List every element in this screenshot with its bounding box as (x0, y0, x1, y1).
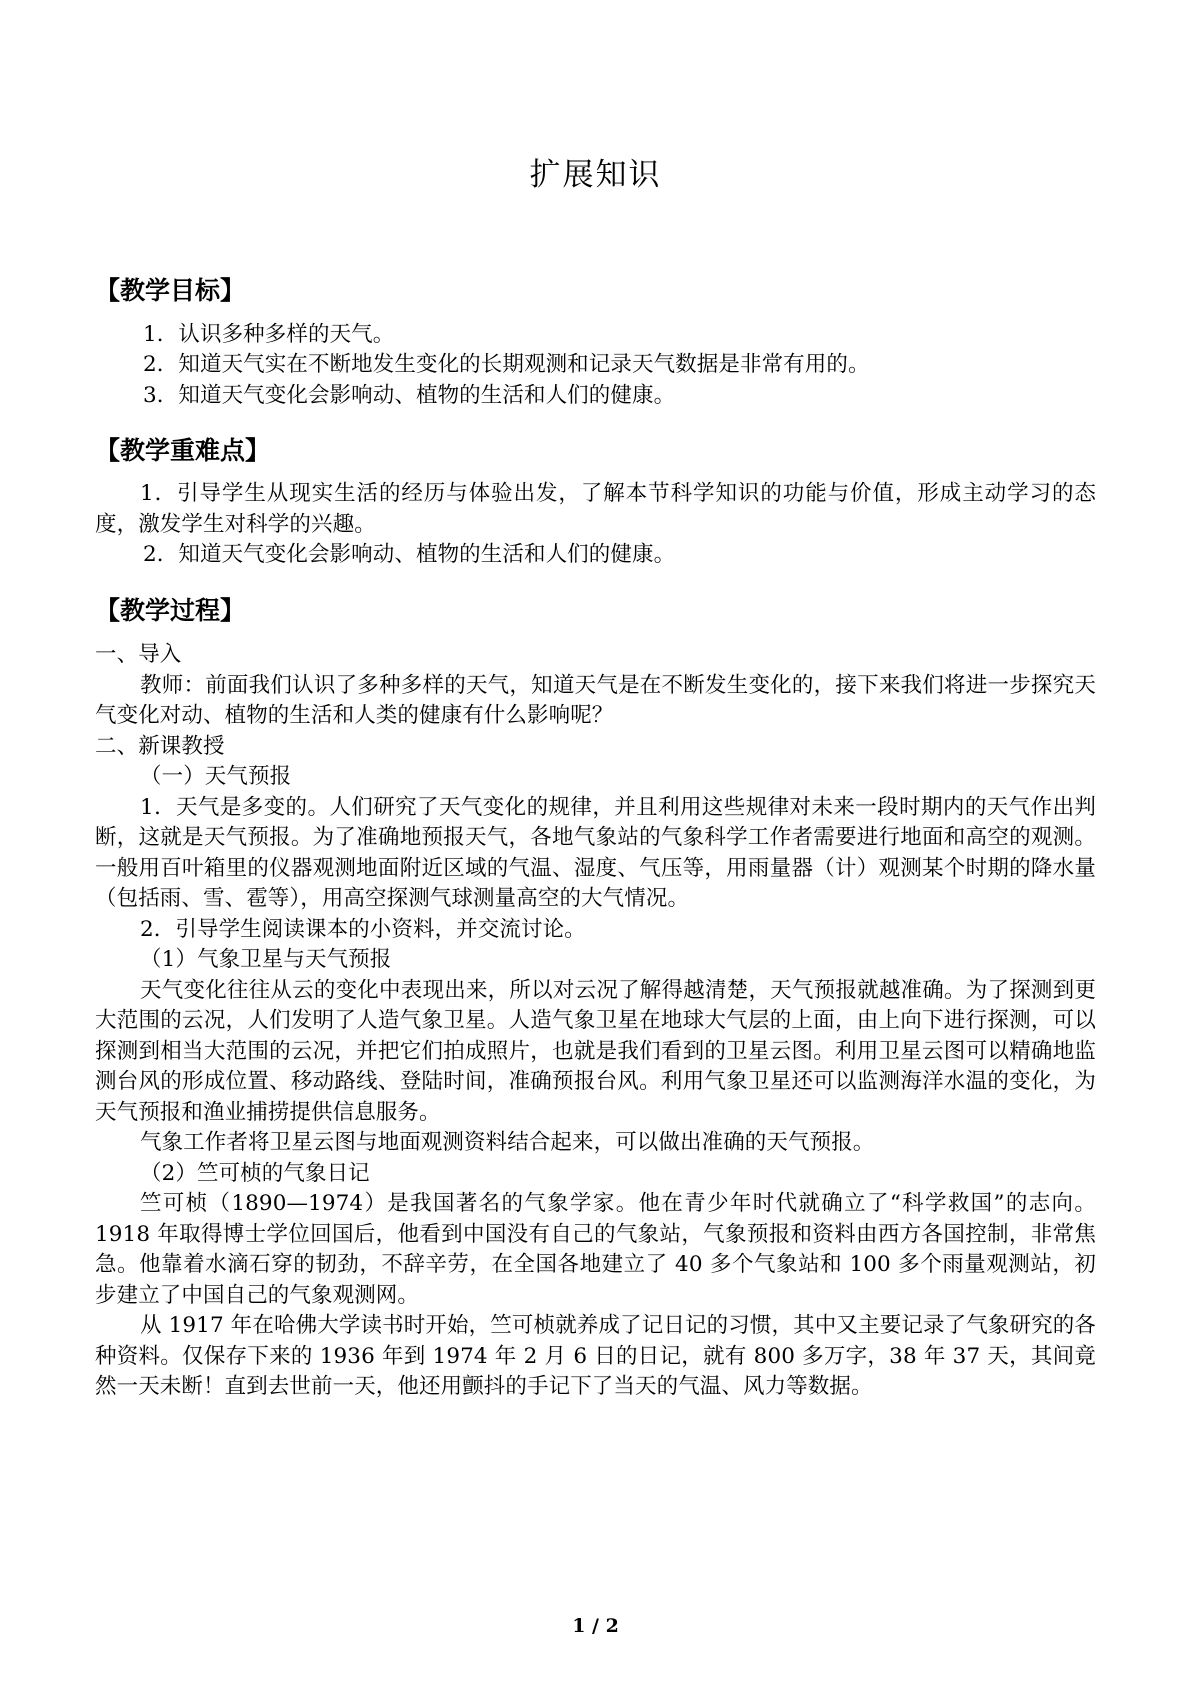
list-item: 3．知道天气变化会影响动、植物的生活和人们的健康。 (143, 382, 676, 408)
section-heading-teaching-goals: 【教学目标】 (95, 276, 246, 306)
process-sub-item-1-para2: 气象工作者将卫星云图与地面观测资料结合起来，可以做出准确的天气预报。 (140, 1130, 875, 1156)
process-sub-item-1-para1: 天气变化往往从云的变化中表现出来，所以对云况了解得越清楚，天气预报就越准确。为了探测到更大范围的云况，人们发明了人造气象卫星。人造气象卫星在地球大气层的上面，由上向下进行探测，可以探测到相当大范围的云况，并把它们拍成照片，也就是我们看到的卫星云图。利用卫星云图可以精确地监测台风的形成位置、移动路线、登陆时间，准确预报台风。利用气象卫星还可以监测海洋水温的变化，为天气预报和渔业捕捞提供信息服务。 (95, 977, 1096, 1125)
page-number-footer: 1 / 2 (572, 1615, 619, 1637)
list-item: 2．知道天气实在不断地发生变化的长期观测和记录天气数据是非常有用的。 (143, 352, 870, 378)
process-sub-item-1-label: （1）气象卫星与天气预报 (140, 947, 392, 973)
page-title: 扩展知识 (529, 157, 662, 193)
list-item: 1．认识多种多样的天气。 (143, 321, 395, 347)
process-sub-item-2-para2: 从 1917 年在哈佛大学读书时开始，竺可桢就养成了记日记的习惯，其中又主要记录了气象研究的各种资料。仅保存下来的 1936 年到 1974 年 2 月 6 日的日记，就有 800 多万字，38 年 37 天，其间竟然一天未断！直到去世前一天，他还用颤抖的手记下了当天的气温、风力等数据。 (95, 1313, 1096, 1400)
process-item-1: 1．天气是多变的。人们研究了天气变化的规律，并且利用这些规律对未来一段时期内的天气作出判断，这就是天气预报。为了准确地预报天气，各地气象站的气象科学工作者需要进行地面和高空的观测。一般用百叶箱里的仪器观测地面附近区域的气温、湿度、气压等，用雨量器（计）观测某个时期的降水量（包括雨、雪、雹等），用高空探测气球测量高空的大气情况。 (95, 794, 1096, 912)
process-sub-item-2-para1: 竺可桢（1890—1974）是我国著名的气象学家。他在青少年时代就确立了“科学救国”的志向。1918 年取得博士学位回国后，他看到中国没有自己的气象站，气象预报和资料由西方各国控制，非常焦急。他靠着水滴石穿的韧劲，不辞辛劳，在全国各地建立了 40 多个气象站和 100 多个雨量观测站，初步建立了中国自己的气象观测网。 (95, 1191, 1096, 1308)
section-heading-key-difficulties: 【教学重难点】 (95, 436, 271, 466)
list-item: 2．知道天气变化会影响动、植物的生活和人们的健康。 (143, 542, 676, 568)
process-part-two-label: 二、新课教授 (95, 733, 225, 759)
section-heading-teaching-process: 【教学过程】 (95, 595, 246, 625)
process-part-one-label: 一、导入 (95, 642, 182, 668)
list-item: 1．引导学生从现实生活的经历与体验出发，了解本节科学知识的功能与价值，形成主动学习的态度，激发学生对科学的兴趣。 (95, 481, 1096, 537)
teaching-goals-list (95, 320, 1096, 412)
process-part-one-text: 教师：前面我们认识了多种多样的天气，知道天气是在不断发生变化的，接下来我们将进一步探究天气变化对动、植物的生活和人类的健康有什么影响呢？ (95, 672, 1096, 729)
teaching-process-body (95, 640, 1096, 1403)
process-sub-one-label: （一）天气预报 (140, 764, 292, 790)
process-item-2: 2．引导学生阅读课本的小资料，并交流讨论。 (140, 916, 586, 942)
key-difficulties-list (95, 479, 1096, 571)
process-sub-item-2-label: （2）竺可桢的气象日记 (140, 1160, 370, 1186)
